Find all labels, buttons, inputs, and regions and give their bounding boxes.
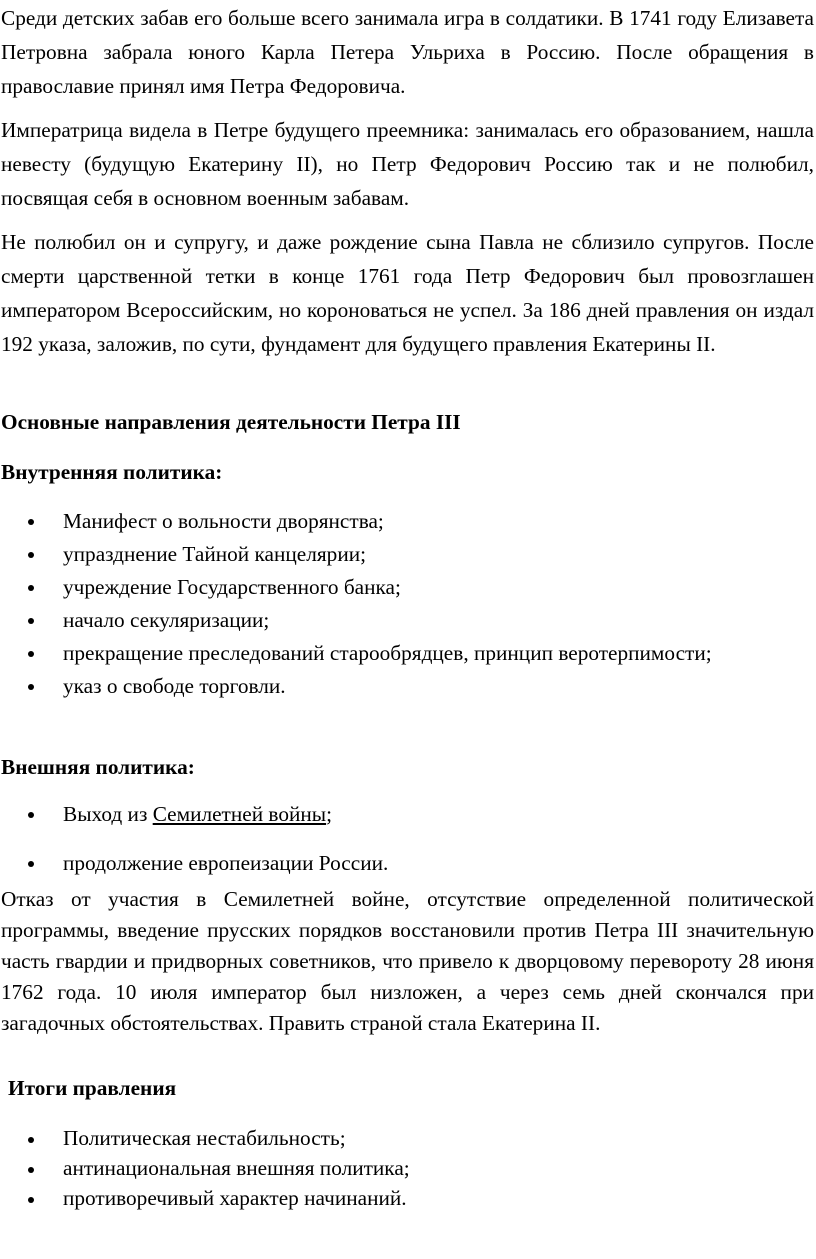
list-item-text: учреждение Государственного банка; [63,575,401,599]
paragraph-overthrow: Отказ от участия в Семилетней войне, отсутствие определенной политической программы, введение прусских порядков восстановили против Петра III значительную часть гвардии и придворных советников, что привело к дворцовому перевороту 28 июня 1762 года. 10 июля император был низложен, а через семь дней скончался при загадочных обстоятельствах. Править страной стала Екатерина II. [1,887,814,1035]
list-item [26,670,712,703]
bullet-icon [28,618,34,624]
bullet-icon [28,1197,34,1203]
list-item [26,505,712,538]
bullet-icon [28,861,34,867]
heading-internal-policy: Внутренняя политика: [1,460,223,484]
list-item-text: начало секуляризации; [63,608,270,632]
bullet-icon [28,1137,34,1143]
list-item [26,571,712,604]
results-list [26,1123,410,1213]
paragraph-childhood: Среди детских забав его больше всего занимала игра в солдатики. В 1741 году Елизавета Петровна забрала юного Карла Петера Ульриха в Россию. После обращения в православие принял имя Петра Федоровича. [1,6,814,98]
bullet-icon [28,552,34,558]
list-item [26,847,388,880]
seven-years-war-link[interactable]: Семилетней войны [152,802,327,826]
heading-main-directions: Основные направления деятельности Петра III [1,410,461,434]
bullet-icon [28,651,34,657]
list-item [26,1123,410,1153]
list-item-text: Манифест о вольности дворянства; [63,509,384,533]
bullet-icon [28,812,34,818]
list-item-text: противоречивый характер начинаний. [63,1186,407,1210]
list-item [26,538,712,571]
list-item-text: Политическая нестабильность; [63,1126,346,1150]
list-item [26,604,712,637]
list-item-text: указ о свободе торговли. [63,674,286,698]
list-item-text: антинациональная внешняя политика; [63,1156,410,1180]
paragraph-reign: Не полюбил он и супругу, и даже рождение сына Павла не сблизило супругов. После смерти царственной тетки в конце 1761 года Петр Федорович был провозглашен императором Всероссийским, но короноваться не успел. За 186 дней правления он издал 192 указа, заложив, по сути, фундамент для будущего правления Екатерины II. [1,230,814,356]
list-item-text-prefix: Выход из [63,802,153,826]
list-item [26,1183,410,1213]
bullet-icon [28,684,34,690]
heading-results: Итоги правления [8,1076,177,1100]
list-item-text: упразднение Тайной канцелярии; [63,542,367,566]
bullet-icon [28,585,34,591]
list-item [26,637,712,670]
list-item-text: прекращение преследований старообрядцев, принцип веротерпимости; [63,641,712,665]
list-item-text: продолжение европеизации России. [63,851,389,875]
bullet-icon [28,1167,34,1173]
external-policy-list [26,798,388,896]
bullet-icon [28,519,34,525]
paragraph-empress: Императрица видела в Петре будущего преемника: занималась его образованием, нашла невесту (будущую Екатерину II), но Петр Федорович Россию так и не полюбил, посвящая себя в основном военным забавам. [1,118,814,210]
list-item [26,798,388,831]
list-item-text-suffix: ; [326,802,333,826]
internal-policy-list [26,505,712,703]
heading-external-policy: Внешняя политика: [1,755,195,779]
list-item [26,1153,410,1183]
